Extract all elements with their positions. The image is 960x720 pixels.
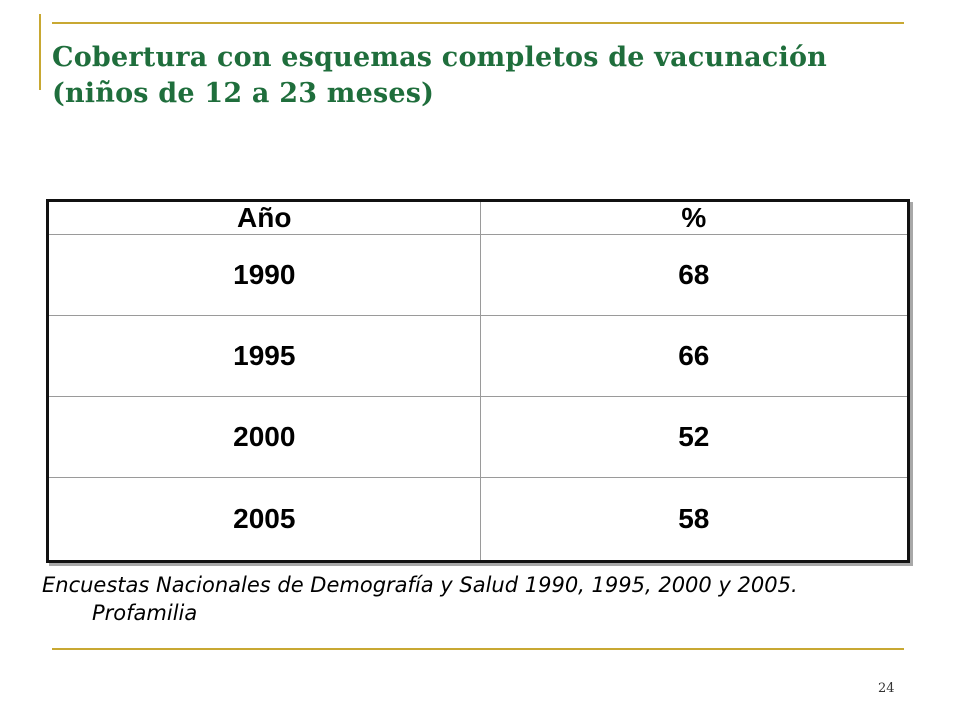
header-year: Año	[48, 201, 481, 235]
header-percent: %	[480, 201, 908, 235]
bottom-rule	[52, 648, 904, 650]
cell-percent: 66	[480, 316, 908, 397]
page-number: 24	[878, 681, 895, 696]
source-note: Encuestas Nacionales de Demografía y Salud 1990, 1995, 2000 y 2005. Profamilia	[42, 573, 798, 625]
table-row	[48, 316, 909, 397]
table-header-row	[48, 201, 909, 235]
table-row	[48, 397, 909, 478]
top-rule	[52, 22, 904, 24]
coverage-table	[46, 199, 910, 563]
table-row	[48, 478, 909, 562]
left-rule	[39, 14, 41, 90]
cell-year: 2005	[48, 478, 481, 562]
cell-percent: 68	[480, 235, 908, 316]
slide-title: Cobertura con esquemas completos de vacunación (niños de 12 a 23 meses)	[52, 42, 827, 109]
table-row	[48, 235, 909, 316]
cell-percent: 52	[480, 397, 908, 478]
cell-year: 1995	[48, 316, 481, 397]
cell-year: 1990	[48, 235, 481, 316]
cell-year: 2000	[48, 397, 481, 478]
cell-percent: 58	[480, 478, 908, 562]
